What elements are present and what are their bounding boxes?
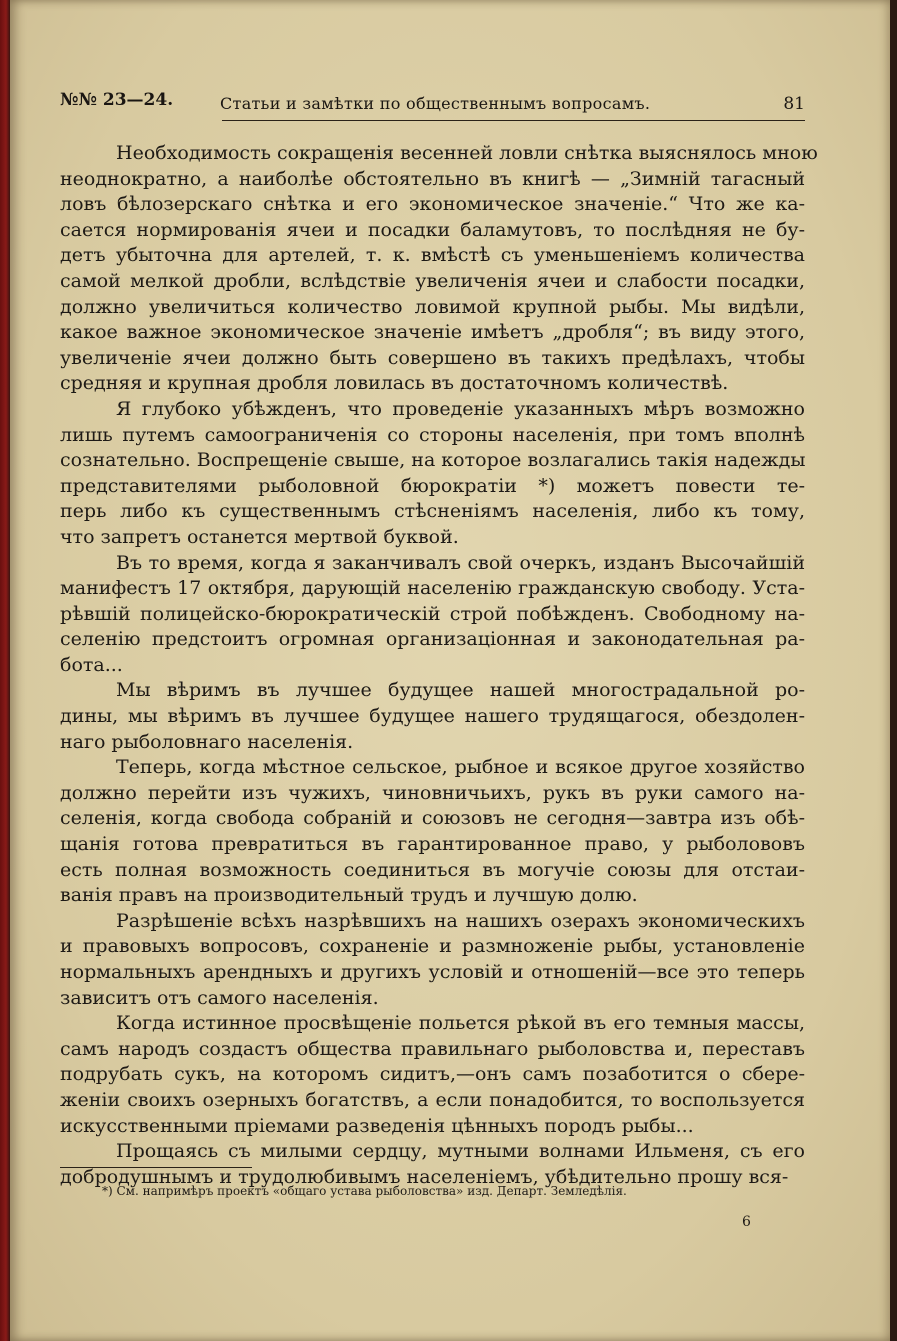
running-title: Статьи и замѣтки по общественнымъ вопросамъ. <box>220 94 651 113</box>
footnote: *) См. напримѣръ проектъ «общаго устава рыболовства» изд. Департ. Земледѣлія. <box>102 1184 627 1198</box>
text-line: ловъ бѣлозерскаго снѣтка и его экономическое значеніе.“ Что же ка- <box>60 193 805 216</box>
text-line: манифестъ 17 октября, дарующій населенію гражданскую свободу. Уста- <box>60 577 805 600</box>
text-line: дины, мы вѣримъ въ лучшее будущее нашего трудящагося, обездолен- <box>60 705 805 728</box>
text-line: лишь путемъ самоограниченія со стороны населенія, при томъ вполнѣ <box>60 423 805 446</box>
text-line: увеличеніе ячеи должно быть совершено въ такихъ предѣлахъ, чтобы <box>60 346 805 369</box>
text-line: добродушнымъ и трудолюбивымъ населеніемъ, убѣдительно прошу вся- <box>60 1165 789 1188</box>
text-line: Когда истинное просвѣщеніе польется рѣкой въ его темныя массы, <box>116 1012 805 1035</box>
text-line: селенію предстоитъ огромная организаціонная и законодательная ра- <box>60 628 805 651</box>
page-number: 81 <box>783 94 805 114</box>
text-line: рѣвшій полицейско-бюрократическій строй побѣжденъ. Свободному на- <box>60 602 805 625</box>
text-line: женіи своихъ озерныхъ богатствъ, а если понадобится, то воспользуется <box>60 1088 805 1111</box>
body-text <box>60 141 818 1190</box>
text-line: щанія готова превратиться въ гарантированное право, у рыболововъ <box>60 833 805 856</box>
text-line: какое важное экономическое значеніе имѣетъ „дробля“; въ виду этого, <box>60 321 805 344</box>
text-line: должно увеличиться количество ловимой крупной рыбы. Мы видѣли, <box>60 295 805 318</box>
text-line: подрубать сукъ, на которомъ сидитъ,—онъ самъ позаботится о сбере- <box>60 1063 805 1086</box>
text-line: что запретъ останется мертвой буквой. <box>60 525 459 548</box>
text-line: перь либо къ существеннымъ стѣсненіямъ населенія, либо къ тому, <box>60 500 805 523</box>
text-line: сается нормированія ячеи и посадки баламутовъ, то послѣдняя не бу- <box>60 218 805 241</box>
text-line: искусственными пріемами разведенія цѣнныхъ породъ рыбы... <box>60 1114 694 1137</box>
text-line: ванія правъ на производительный трудъ и лучшую долю. <box>60 884 638 907</box>
text-line: Въ то время, когда я заканчивалъ свой очеркъ, изданъ Высочайшій <box>116 551 805 574</box>
text-line: нормальныхъ арендныхъ и другихъ условій и отношеній—все это теперь <box>60 961 805 983</box>
text-line: селенія, когда свобода собраній и союзовъ не сегодня—завтра изъ обѣ- <box>60 807 805 830</box>
book-spine-edge <box>0 0 10 1341</box>
text-line: сознательно. Воспрещеніе свыше, на которое возлагались такія надежды <box>60 449 806 472</box>
issue-number: №№ 23—24. <box>60 90 174 110</box>
text-line: неоднократно, а наиболѣе обстоятельно въ книгѣ — „Зимній тагасный <box>60 167 805 190</box>
text-line: Я глубоко убѣжденъ, что проведеніе указанныхъ мѣръ возможно <box>116 397 805 420</box>
text-line: Разрѣшеніе всѣхъ назрѣвшихъ на нашихъ озерахъ экономическихъ <box>116 909 805 932</box>
text-line: средняя и крупная дробля ловилась въ достаточномъ количествѣ. <box>60 372 729 395</box>
text-line: должно перейти изъ чужихъ, чиновничьихъ, рукъ въ руки самого на- <box>60 781 805 804</box>
text-line: наго рыболовнаго населенія. <box>60 730 354 753</box>
text-line: Теперь, когда мѣстное сельское, рыбное и всякое другое хозяйство <box>116 756 805 779</box>
text-line: бота... <box>60 653 123 676</box>
text-line: Необходимость сокращенія весенней ловли снѣтка выяснялось мною <box>116 142 818 164</box>
text-line: самой мелкой дробли, вслѣдствіе увеличенія ячеи и слабости посадки, <box>60 269 805 292</box>
text-line: Прощаясь съ милыми сердцу, мутными волнами Ильменя, съ его <box>116 1140 805 1163</box>
book-page <box>10 0 890 1341</box>
text-line: есть полная возможность соединиться въ могучіе союзы для отстаи- <box>60 858 805 881</box>
running-header <box>60 90 805 124</box>
text-line: представителями рыболовной бюрократіи *) можетъ повести те- <box>60 474 805 497</box>
signature-mark: 6 <box>742 1214 751 1230</box>
text-line: зависитъ отъ самого населенія. <box>60 986 379 1009</box>
text-line: Мы вѣримъ въ лучшее будущее нашей многострадальной ро- <box>116 679 805 702</box>
footnote-rule <box>60 1167 252 1168</box>
header-rule <box>222 120 805 121</box>
text-line: детъ убыточна для артелей, т. к. вмѣстѣ съ уменьшеніемъ количества <box>60 244 805 267</box>
text-line: и правовыхъ вопросовъ, сохраненіе и размноженіе рыбы, установленіе <box>60 935 805 958</box>
text-line: самъ народъ создастъ общества правильнаго рыболовства и, переставъ <box>60 1037 805 1060</box>
